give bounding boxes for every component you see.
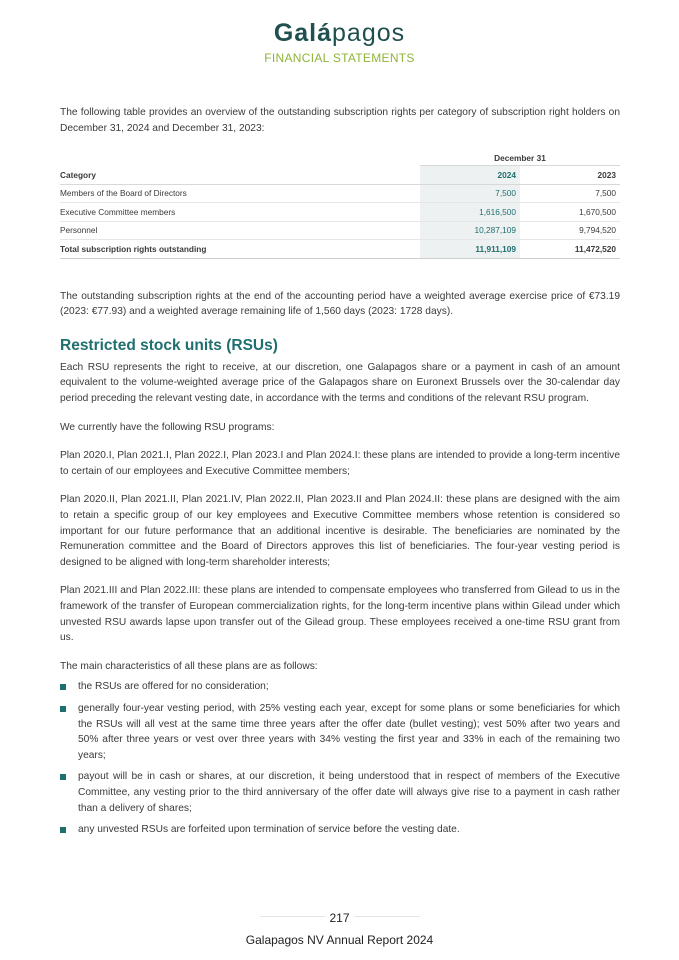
row-value-2024: 1,616,500 xyxy=(420,203,520,222)
total-value-2023: 11,472,520 xyxy=(520,240,620,259)
rsu-paragraph: Each RSU represents the right to receive, at our discretion, one Galapagos share or a payment in cash of an amount equivalent to the volume-weighted average price of the Galapagos share on Euronext Brussels over the 30-calendar day period preceding the relevant vesting date, in accordance with the terms and conditions of the relevant RSU program. xyxy=(60,361,620,405)
column-header-2023: 2023 xyxy=(520,166,620,185)
table-total-row xyxy=(60,240,620,259)
row-value-2024: 10,287,109 xyxy=(420,221,520,240)
rsu-paragraph: Plan 2020.I, Plan 2021.I, Plan 2022.I, Plan 2023.I and Plan 2024.I: these plans are intended to provide a long-term incentive to certain of our employees and Executive Committee members; xyxy=(60,450,620,477)
report-title: Galapagos NV Annual Report 2024 xyxy=(245,933,434,947)
exercise-price-paragraph: The outstanding subscription rights at the end of the accounting period have a weighted average exercise price of €73.19 (2023: €77.93) and a weighted average remaining life of 1,560 days (2023: 1728 days). xyxy=(60,290,620,318)
rsu-paragraph: We currently have the following RSU programs: xyxy=(60,421,275,433)
bullet-square-icon xyxy=(60,684,66,690)
row-category: Personnel xyxy=(60,221,420,240)
row-value-2023: 7,500 xyxy=(520,184,620,203)
rsu-characteristics-list xyxy=(60,679,620,837)
row-value-2023: 1,670,500 xyxy=(520,203,620,222)
section-label: FINANCIAL STATEMENTS xyxy=(264,51,415,65)
rsu-paragraph: The main characteristics of all these plans are as follows: xyxy=(60,660,318,672)
table-group-header: December 31 xyxy=(420,150,620,166)
table-row xyxy=(60,184,620,203)
galapagos-logo: Galápagos xyxy=(273,19,406,47)
total-label: Total subscription rights outstanding xyxy=(60,240,420,259)
list-item: any unvested RSUs are forfeited upon termination of service before the vesting date. xyxy=(60,822,620,838)
list-item: generally four-year vesting period, with 25% vesting each year, except for some plans or some beneficiaries for which the RSUs will all vest at the same time three years after the offer date (bullet vesting); vest 50% after two years and 50% after three years or vest over three years with 34% vesting the first year and 33% in each of the remaining two years; xyxy=(60,701,620,763)
bullet-square-icon xyxy=(60,774,66,780)
column-header-2024: 2024 xyxy=(420,166,520,185)
bullet-square-icon xyxy=(60,827,66,833)
row-value-2024: 7,500 xyxy=(420,184,520,203)
table-row xyxy=(60,221,620,240)
subscription-rights-table xyxy=(60,150,620,259)
rsu-paragraph: Plan 2020.II, Plan 2021.II, Plan 2021.IV, Plan 2022.II, Plan 2023.II and Plan 2024.II: these plans are designed with the aim to retain a specific group of our key employees and Executive Committee members whose retention is considered so important for our future performance that an additional incentive is desirable. The beneficiaries are nominated by the Remuneration committee and the Board of Directors approves this list of beneficiaries. The four-year vesting period is designed to be aligned with long-term shareholder interests; xyxy=(60,494,620,568)
bullet-square-icon xyxy=(60,706,66,712)
page-number: 217 xyxy=(325,911,353,925)
row-value-2023: 9,794,520 xyxy=(520,221,620,240)
rsu-heading: Restricted stock units (RSUs) xyxy=(60,336,278,354)
list-item: payout will be in cash or shares, at our discretion, it being understood that in respect of members of the Executive Committee, any vesting prior to the third anniversary of the offer date will always give rise to a payment in cash rather than a delivery of shares; xyxy=(60,769,620,816)
column-header-category: Category xyxy=(60,166,420,185)
rsu-paragraph: Plan 2021.III and Plan 2022.III: these plans are intended to compensate employees who transferred from Gilead to us in the framework of the transfer of European commercialization rights, for the long-term incentive plans within Gilead under which unvested RSU awards lapse upon transfer out of the Gilead group. These employees received a one-time RSU grant from us. xyxy=(60,585,620,644)
page-header xyxy=(0,18,679,65)
table-intro: The following table provides an overview of the outstanding subscription rights per category of subscription right holders on December 31, 2024 and December 31, 2023: xyxy=(60,107,620,134)
table-row xyxy=(60,203,620,222)
total-value-2024: 11,911,109 xyxy=(420,240,520,259)
page-content xyxy=(60,105,620,844)
row-category: Members of the Board of Directors xyxy=(60,184,420,203)
row-category: Executive Committee members xyxy=(60,203,420,222)
page-footer xyxy=(0,908,679,947)
list-item: the RSUs are offered for no consideration; xyxy=(60,679,620,695)
